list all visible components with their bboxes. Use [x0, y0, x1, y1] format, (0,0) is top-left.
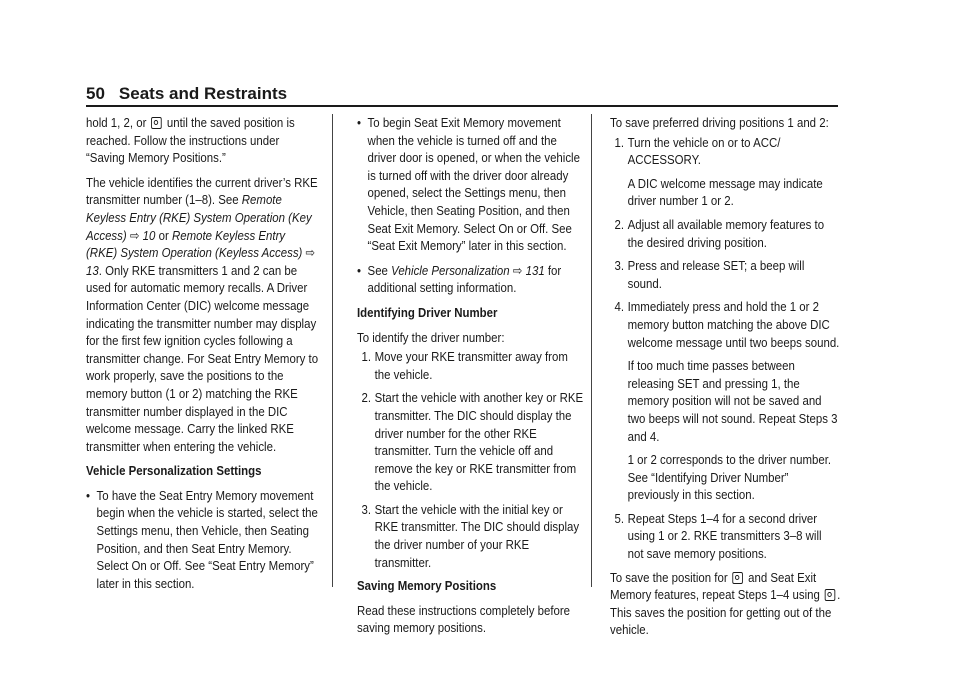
text-rke-post: . Only RKE transmitters 1 and 2 can be used for automatic memory recalls. A Driver Information Center (DIC) welcome message indicating the transmitter number may display for the first few ignition cycles following a transmitter change. For Seat Entry Memory to work properly, save the positions to the memory button (1 or 2) matching the RKE transmitter number displayed in the DIC welcome message. Carry the linked RKE transmitter when entering the vehicle. [86, 262, 319, 454]
step-text: Move your RKE transmitter away from the vehicle. [374, 349, 568, 382]
exit-memory-icon [825, 589, 836, 601]
text-hold-pre: hold 1, 2, or [86, 115, 147, 130]
paragraph-rke [86, 174, 318, 456]
list-item [86, 487, 318, 593]
link-rke-key-access[interactable]: Remote Keyless Entry (RKE) System Operation (Key Access) [86, 192, 312, 243]
text-save-post: . This saves the position for getting out of the vehicle. [610, 587, 841, 638]
step-number: 1. [614, 134, 625, 150]
list-item [357, 501, 586, 571]
list-item [610, 298, 841, 504]
exit-memory-icon [151, 117, 162, 129]
heading-saving-memory: Saving Memory Positions [357, 578, 497, 594]
column-1 [86, 114, 318, 599]
text-see-post: for additional setting information. [367, 262, 562, 296]
text-rke-pre: The vehicle identifies the current driver’s RKE transmitter number (1–8). See [86, 174, 318, 208]
step-number: 2. [614, 216, 625, 232]
step-note: If too much time passes between releasing SET and pressing 1, the memory position will not be saved and two beeps will not sound. Repeat Steps 3 and 4. [627, 358, 838, 444]
page-number: 50 [86, 84, 105, 103]
step-text: Adjust all available memory features to the desired driving position. [627, 216, 825, 250]
link-rke-keyless-access[interactable]: Remote Keyless Entry (RKE) System Operation (Keyless Access) [86, 227, 303, 261]
text-save-pre: To save the position for [610, 569, 728, 585]
paragraph-save-exit [610, 569, 841, 639]
exit-memory-icon [733, 572, 744, 584]
step-text: Press and release SET; a beep will sound. [627, 258, 805, 291]
step-note: A DIC welcome message may indicate driver number 1 or 2. [627, 175, 823, 209]
list-item [610, 134, 841, 210]
step-text: Immediately press and hold the 1 or 2 memory button matching the above DIC welcome message until two beeps sound. [627, 299, 840, 350]
page-header [86, 84, 838, 106]
step-text: Turn the vehicle on or to ACC/ ACCESSORY. [627, 134, 781, 168]
list-item [610, 257, 841, 292]
step-number: 4. [614, 299, 625, 315]
page-ref-131[interactable]: 131 [525, 262, 545, 278]
list-item [357, 114, 586, 255]
paragraph-read-instructions: Read these instructions completely before saving memory positions. [357, 602, 571, 636]
column-divider-2 [591, 114, 592, 587]
paragraph-hold [86, 114, 318, 167]
text-see: See [367, 262, 388, 278]
list-item [357, 262, 586, 297]
intro-save-positions: To save preferred driving positions 1 and 2: [610, 115, 829, 130]
text-hold-post: until the saved position is reached. Follow the instructions under “Saving Memory Positions.” [86, 115, 295, 166]
bullet-icon: • [357, 262, 362, 278]
step-number: 2. [361, 390, 372, 406]
step-number: 3. [614, 258, 625, 274]
list-item [610, 510, 841, 563]
bullet-icon: • [86, 487, 91, 503]
text-save-mid: and Seat Exit Memory features, repeat Steps 1–4 using [610, 569, 820, 603]
step-text: Repeat Steps 1–4 for a second driver using 1 or 2. RKE transmitters 3–8 will not save memory positions. [627, 510, 822, 562]
step-number: 3. [361, 501, 372, 517]
heading-vehicle-personalization: Vehicle Personalization Settings [86, 463, 262, 479]
column-2 [357, 114, 586, 644]
column-divider-1 [332, 114, 333, 587]
bullet-text: To have the Seat Entry Memory movement begin when the vehicle is started, select the Settings menu, then Vehicle, then Seating Position, and then Seat Entry Memory. Select On or Off. See “Seat Entry Memory” later in this section. [96, 487, 318, 591]
intro-identify: To identify the driver number: [357, 329, 505, 345]
bullet-icon: • [357, 115, 362, 130]
step-text: Start the vehicle with another key or RKE transmitter. The DIC should display the driver number for the other RKE transmitter. Turn the vehicle off and remove the key or RKE transmitter from the vehicle. [374, 390, 584, 494]
page-ref-arrow-icon: ⇨ [129, 227, 140, 243]
page-ref-10[interactable]: 10 [142, 227, 156, 243]
header-rule [86, 105, 838, 107]
step-text: Start the vehicle with the initial key or RKE transmitter. The DIC should display the driver number of your RKE transmitter. [374, 501, 580, 570]
link-vehicle-personalization[interactable]: Vehicle Personalization [391, 262, 510, 278]
step-note: 1 or 2 corresponds to the driver number. See “Identifying Driver Number” previously in this section. [627, 452, 832, 503]
page-ref-arrow-icon: ⇨ [305, 245, 316, 261]
list-item [610, 216, 841, 251]
step-number: 1. [361, 349, 372, 365]
section-title: Seats and Restraints [118, 84, 288, 103]
steps-save [610, 134, 841, 563]
page-ref-arrow-icon: ⇨ [512, 262, 523, 278]
list-item [357, 389, 586, 495]
list-item [357, 348, 586, 383]
steps-identify [357, 348, 586, 571]
heading-identifying-driver: Identifying Driver Number [357, 304, 498, 320]
page-ref-13[interactable]: 13 [86, 262, 99, 278]
text-or: or [158, 227, 169, 243]
step-number: 5. [614, 510, 625, 526]
column-3 [610, 114, 841, 646]
bullet-text: To begin Seat Exit Memory movement when the vehicle is turned off and the driver door is opened, or when the vehicle is turned off with the driver door already opened, select the Settings menu, then Vehicle, then Seating Position, and then Seat Exit Memory. Select On or Off. See “Seat Exit Memory” later in this section. [367, 115, 580, 254]
